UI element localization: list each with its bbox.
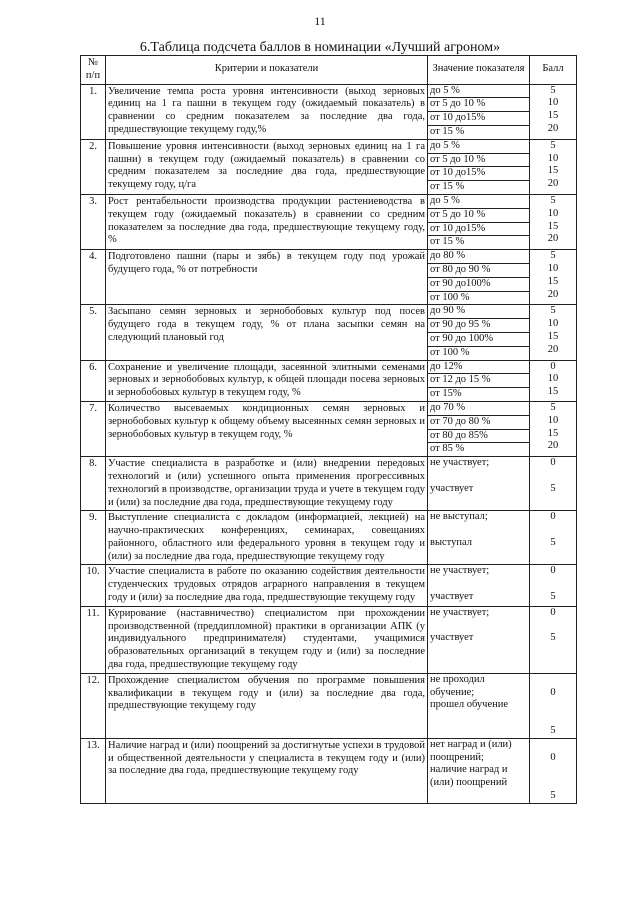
point-value: 15 — [547, 165, 559, 177]
value-option: не участвует; — [430, 457, 490, 469]
point-value: 15 — [547, 220, 559, 232]
point-value: 20 — [547, 233, 559, 245]
row-values — [428, 250, 530, 305]
point-value: 5 — [550, 591, 556, 603]
row-criteria: Курирование (наставничество) специалистом при прохождении производственной (преддипломной) практики в организации АПК (у индивидуального предпринимателя) студентами, учащимися образовательных организаций в текущем году и (или) за последние два года, предшествующие текущему году — [106, 606, 428, 673]
value-option: от 15% — [430, 388, 462, 400]
row-points — [530, 139, 577, 194]
row-criteria: Сохранение и увеличение площади, засеянной элитными семенами зерновых и зернобобовых культур, к общей площади посева зерновых и зернобобовых культур в текущем году, % — [106, 360, 428, 401]
row-criteria: Наличие наград и (или) поощрений за достигнутые успехи в трудовой и общественной деятельности у специалиста в текущем году и (или) за последние два года, предшествующие текущему году — [106, 738, 428, 803]
point-value: 20 — [547, 178, 559, 190]
value-option: от 10 до15% — [428, 223, 529, 237]
row-points — [530, 401, 577, 456]
row-values — [428, 606, 530, 673]
point-value: 0 — [550, 360, 556, 372]
value-option: участвует — [430, 482, 474, 494]
row-number: 6. — [81, 360, 106, 401]
value-option: не участвует; — [430, 565, 490, 577]
value-option: от 90 до 95 % — [428, 319, 529, 333]
point-value: 5 — [550, 250, 556, 262]
point-value: 10 — [547, 262, 559, 274]
row-criteria: Участие специалиста в разработке и (или) внедрении передовых технологий и (или) успешного опыта применения прогрессивных технологий в производстве, организации труда и учете в текущем году и (или) за последние два года, предшествующие текущему году — [106, 457, 428, 511]
table-row — [81, 511, 577, 565]
point-value: 5 — [550, 194, 556, 206]
point-value: 5 — [550, 401, 556, 413]
row-criteria: Подготовлено пашни (пары и зябь) в текущем году под урожай будущего года, % от потребности — [106, 250, 428, 305]
row-number: 2. — [81, 139, 106, 194]
row-criteria: Прохождение специалистом обучения по программе повышения квалификации в текущем году и (или) за последние два года, предшествующие текущему году — [106, 673, 428, 738]
point-value: 5 — [550, 305, 556, 317]
point-value: 0 — [550, 457, 556, 469]
value-option: до 12% — [428, 361, 529, 375]
value-option: от 85 % — [430, 443, 465, 455]
value-option: от 10 до15% — [428, 112, 529, 126]
point-value: 10 — [547, 152, 559, 164]
row-values — [428, 84, 530, 139]
point-value: 15 — [547, 386, 559, 398]
row-values — [428, 401, 530, 456]
value-option: до 5 % — [428, 85, 529, 99]
value-option: выступал — [430, 536, 472, 548]
row-number: 1. — [81, 84, 106, 139]
value-option: до 5 % — [428, 140, 529, 154]
row-values — [428, 139, 530, 194]
row-number: 10. — [81, 565, 106, 606]
row-criteria: Количество высеваемых кондиционных семян зерновых и зернобобовых культур к общему объему высеянных семян зерновых и зернобобовых культур в текущем году, % — [106, 401, 428, 456]
header-num: № п/п — [81, 56, 106, 85]
row-criteria: Выступление специалиста с докладом (информацией, лекцией) на научно-практических конференциях, семинарах, совещаниях районного, областного или федерального уровня в текущем году и (или) за последние два года, предшествующие текущему году — [106, 511, 428, 565]
point-value: 0 — [550, 606, 556, 618]
table-title: 6.Таблица подсчета баллов в номинации «Лучший агроном» — [139, 40, 501, 55]
point-value: 0 — [550, 751, 556, 763]
row-points — [530, 565, 577, 606]
row-points — [530, 606, 577, 673]
row-number: 13. — [81, 738, 106, 803]
value-option: участвует — [430, 632, 474, 644]
value-option: участвует — [430, 591, 474, 603]
row-number: 5. — [81, 305, 106, 360]
point-value: 15 — [547, 110, 559, 122]
row-number: 9. — [81, 511, 106, 565]
row-number: 3. — [81, 194, 106, 249]
point-value: 0 — [550, 511, 556, 523]
point-value: 5 — [550, 482, 556, 494]
row-points — [530, 673, 577, 738]
row-values — [428, 305, 530, 360]
table-row — [81, 565, 577, 606]
point-value: 15 — [547, 427, 559, 439]
row-values — [428, 360, 530, 401]
value-option: от 90 до 100% — [428, 333, 529, 347]
point-value: 5 — [550, 725, 556, 737]
point-value: 20 — [547, 440, 559, 452]
row-points — [530, 84, 577, 139]
point-value: 10 — [547, 373, 559, 385]
point-value: 10 — [547, 97, 559, 109]
value-option: от 80 до 85% — [428, 430, 529, 444]
point-value: 5 — [550, 790, 556, 802]
table-row — [81, 139, 577, 194]
value-option: от 100 % — [430, 291, 470, 303]
header-criteria: Критерии и показатели — [106, 56, 428, 85]
value-option: от 100 % — [430, 346, 470, 358]
row-criteria: Участие специалиста в работе по оказанию содействия деятельности студенческих трудовых отрядов аграрного направления в текущем году и (или) за последние два года, предшествующие текущему году — [106, 565, 428, 606]
value-option: прошел обучение — [430, 699, 509, 711]
point-value: 10 — [547, 207, 559, 219]
point-value: 0 — [550, 686, 556, 698]
row-values — [428, 194, 530, 249]
value-option: от 12 до 15 % — [428, 374, 529, 388]
value-option: до 5 % — [428, 195, 529, 209]
row-criteria: Повышение уровня интенсивности (выход зерновых единиц на 1 га пашни) в текущем году (ожидаемый показатель) в сравнении со средним показателем за последние два года, предшествующие текущему году, ц/га — [106, 139, 428, 194]
row-points — [530, 305, 577, 360]
point-value: 15 — [547, 330, 559, 342]
table-row — [81, 401, 577, 456]
point-value: 5 — [550, 84, 556, 96]
value-option: от 70 до 80 % — [428, 416, 529, 430]
row-criteria: Рост рентабельности производства продукции растениеводства в текущем году (ожидаемый показатель) в сравнении со средним показателем за последние два года, предшествующие текущему году, % — [106, 194, 428, 249]
point-value: 15 — [547, 275, 559, 287]
value-option: от 5 до 10 % — [428, 154, 529, 168]
point-value: 10 — [547, 318, 559, 330]
point-value: 5 — [550, 632, 556, 644]
table-row — [81, 606, 577, 673]
value-option: наличие наград и (или) поощрений — [430, 764, 508, 789]
value-option: нет наград и (или) поощрений; — [430, 738, 512, 763]
row-number: 7. — [81, 401, 106, 456]
row-values — [428, 511, 530, 565]
row-number: 8. — [81, 457, 106, 511]
header-row — [81, 56, 577, 85]
header-points: Балл — [530, 56, 577, 85]
value-option: от 15 % — [430, 236, 465, 248]
table-row — [81, 194, 577, 249]
table-row — [81, 250, 577, 305]
table-row — [81, 673, 577, 738]
row-number: 4. — [81, 250, 106, 305]
value-option: от 10 до15% — [428, 167, 529, 181]
row-values — [428, 457, 530, 511]
row-values — [428, 565, 530, 606]
point-value: 20 — [547, 122, 559, 134]
table-row — [81, 305, 577, 360]
point-value: 0 — [550, 565, 556, 577]
row-number: 11. — [81, 606, 106, 673]
value-option: от 15 % — [430, 181, 465, 193]
page-number: 11 — [314, 14, 326, 28]
value-option: от 80 до 90 % — [428, 264, 529, 278]
row-points — [530, 194, 577, 249]
value-option: от 5 до 10 % — [428, 209, 529, 223]
row-points — [530, 250, 577, 305]
value-option: не проходил обучение; — [430, 673, 485, 698]
value-option: до 70 % — [428, 402, 529, 416]
point-value: 20 — [547, 288, 559, 300]
point-value: 5 — [550, 139, 556, 151]
table-row — [81, 360, 577, 401]
row-values — [428, 673, 530, 738]
header-value: Значение показателя — [428, 56, 530, 85]
table-row — [81, 84, 577, 139]
point-value: 10 — [547, 414, 559, 426]
value-option: до 90 % — [428, 305, 529, 319]
row-points — [530, 457, 577, 511]
value-option: не выступал; — [430, 511, 488, 523]
row-criteria: Засыпано семян зерновых и зернобобовых культур под посев будущего года в текущем году, % от плана засыпки семян на следующий плановый год — [106, 305, 428, 360]
value-option: не участвует; — [430, 606, 490, 618]
value-option: до 80 % — [428, 250, 529, 264]
value-option: от 15 % — [430, 125, 465, 137]
value-option: от 5 до 10 % — [428, 98, 529, 112]
row-points — [530, 511, 577, 565]
row-points — [530, 738, 577, 803]
point-value: 5 — [550, 536, 556, 548]
row-number: 12. — [81, 673, 106, 738]
row-points — [530, 360, 577, 401]
table-row — [81, 738, 577, 803]
scoring-table — [80, 55, 577, 804]
value-option: от 90 до100% — [428, 278, 529, 292]
table-row — [81, 457, 577, 511]
point-value: 20 — [547, 343, 559, 355]
row-criteria: Увеличение темпа роста уровня интенсивности (выход зерновых единиц на 1 га пашни в текущем году (ожидаемый показатель) в сравнении со средним показателем за последние два года, предшествующие текущему году,% — [106, 84, 428, 139]
row-values — [428, 738, 530, 803]
